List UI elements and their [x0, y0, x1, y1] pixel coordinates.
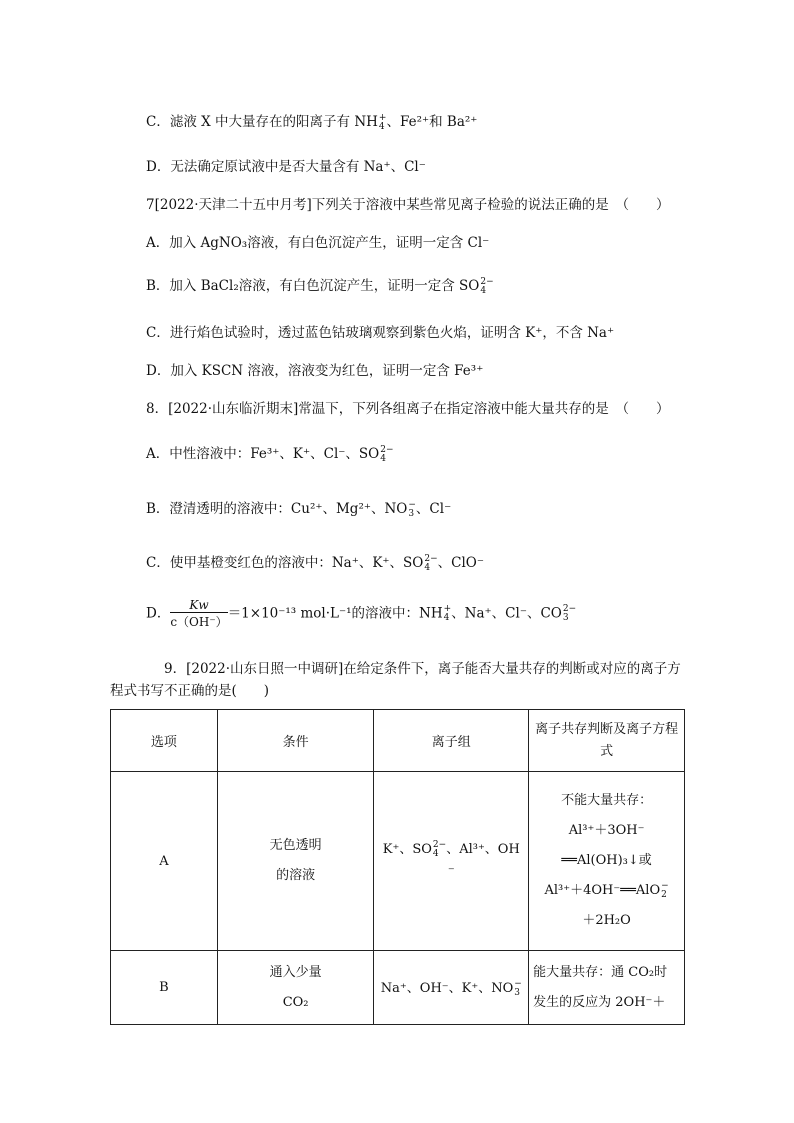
q7-option-b-text: B．加入 BaCl₂溶液，有白色沉淀产生，证明一定含 SO — [146, 278, 480, 294]
alo2-stack — [661, 882, 669, 900]
q9-stem-line2: 程式书写不正确的是( ) — [110, 683, 270, 699]
q7-stem: 7[2022·天津二十五中月考]下列关于溶液中某些常见离子检验的说法正确的是 （ ） — [146, 197, 670, 213]
header-option: 选项 — [111, 710, 218, 772]
subscript: 4 — [378, 121, 385, 132]
ions-text: Na⁺、OH⁻、K⁺、NO — [380, 981, 514, 997]
row-a-judgement — [529, 772, 685, 951]
judge-text: Al³⁺＋4OH⁻══AlO — [544, 883, 661, 898]
subscript: 4 — [380, 453, 386, 464]
q8-stem: 8．[2022·山东临沂期末]常温下，下列各组离子在指定溶液中能大量共存的是 （ ） — [146, 401, 670, 417]
kw-fraction — [170, 598, 227, 630]
subscript: 2 — [661, 889, 667, 900]
q8-option-a-text: A．中性溶液中：Fe³⁺、K⁺、Cl⁻、SO — [146, 446, 380, 462]
charge: + — [443, 604, 452, 614]
charge: − — [661, 880, 669, 891]
row-b-option: B — [111, 951, 218, 1025]
subscript: 4 — [480, 285, 487, 296]
q8-option-d-mid: ＝1×10⁻¹³ mol·L⁻¹的溶液中：NH — [227, 605, 443, 622]
header-condition: 条件 — [217, 710, 374, 772]
judge-line: ＋2H₂O — [582, 913, 631, 928]
charge: 2− — [562, 604, 577, 614]
condition-line: 无色透明 — [269, 838, 322, 853]
condition-line: CO₂ — [282, 994, 309, 1010]
charge: 2− — [432, 839, 447, 850]
subscript: 3 — [408, 508, 415, 519]
row-a-option: A — [111, 772, 218, 951]
charge: 2− — [380, 444, 394, 455]
so4-stack — [480, 278, 493, 296]
charge: − — [408, 499, 416, 510]
q6-option-c — [146, 110, 477, 132]
charge: 2− — [424, 553, 438, 564]
q8-option-b — [146, 497, 451, 519]
so4-stack — [380, 446, 393, 464]
q8-option-d-prefix: D． — [146, 605, 171, 622]
subscript: 4 — [432, 848, 439, 859]
q8-option-d — [146, 598, 576, 630]
so4-stack — [433, 841, 446, 859]
judge-line: 不能大量共存： — [561, 793, 653, 808]
q8-option-c-text: C．使甲基橙变红色的溶液中：Na⁺、K⁺、SO — [146, 555, 424, 571]
row-b-judgement — [529, 951, 685, 1025]
judge-line: 发生的反应为 2OH⁻＋ — [533, 994, 666, 1010]
q6-option-c-tail: 、Fe²⁺和 Ba²⁺ — [386, 114, 478, 130]
q6-option-c-text: C．滤液 X 中大量存在的阳离子有 NH — [146, 114, 378, 130]
judge-line — [533, 876, 680, 906]
q7-option-d: D．加入 KSCN 溶液，溶液变为红色，证明一定含 Fe³⁺ — [146, 363, 484, 379]
condition-line: 通入少量 — [269, 964, 322, 980]
q7-option-a: A．加入 AgNO₃溶液，有白色沉淀产生，证明一定含 Cl⁻ — [146, 235, 490, 251]
charge: + — [378, 112, 387, 123]
header-judgement: 离子共存判断及离子方程式 — [529, 710, 685, 772]
co3-stack — [563, 605, 576, 623]
q7-option-b — [146, 274, 494, 296]
q8-option-a — [146, 442, 394, 464]
q8-option-b-tail: 、Cl⁻ — [415, 501, 452, 517]
q7-option-c: C．进行焰色试验时，透过蓝色钴玻璃观察到紫色火焰，证明含 K⁺，不含 Na⁺ — [146, 325, 615, 341]
q6-option-d: D．无法确定原试液中是否大量含有 Na⁺、Cl⁻ — [146, 159, 426, 175]
subscript: 3 — [514, 987, 520, 998]
charge: 2− — [480, 276, 494, 287]
so4-stack — [424, 555, 437, 573]
no3-stack — [514, 980, 522, 998]
table-row — [111, 951, 685, 1025]
row-b-condition — [217, 951, 374, 1025]
judge-line: Al³⁺＋3OH⁻ — [568, 823, 645, 838]
table-header-row — [111, 710, 685, 772]
subscript: 4 — [443, 613, 450, 623]
q8-option-d-mid2: 、Na⁺、Cl⁻、CO — [451, 605, 562, 622]
charge: − — [514, 978, 522, 989]
ions-text: K⁺、SO — [382, 842, 432, 857]
q9-stem-line1: 9．[2022·山东日照一中调研]在给定条件下，离子能否大量共存的判断或对应的离子方 — [164, 661, 681, 677]
q9-table — [110, 709, 685, 1025]
subscript: 4 — [424, 562, 431, 573]
q8-option-c-tail: 、ClO⁻ — [437, 555, 484, 571]
fraction-numerator: Kw — [170, 598, 227, 613]
header-ions: 离子组 — [374, 710, 529, 772]
condition-line: 的溶液 — [276, 868, 316, 883]
ions-tail: 、Al³⁺、OH — [446, 842, 520, 857]
q8-option-c — [146, 551, 484, 573]
row-b-ions — [374, 951, 529, 1025]
no3-stack — [408, 501, 416, 519]
subscript: 3 — [562, 613, 569, 623]
judge-line: 能大量共存：通 CO₂时 — [533, 964, 668, 980]
q8-option-b-text: B．澄清透明的溶液中：Cu²⁺、Mg²⁺、NO — [146, 501, 408, 517]
table-row — [111, 772, 685, 951]
fraction-denominator: c（OH⁻） — [170, 615, 228, 629]
row-a-ions — [374, 772, 529, 951]
ions-tail2: ⁻ — [447, 864, 455, 879]
judge-line: ══Al(OH)₃↓或 — [561, 853, 652, 868]
row-a-condition — [217, 772, 374, 951]
